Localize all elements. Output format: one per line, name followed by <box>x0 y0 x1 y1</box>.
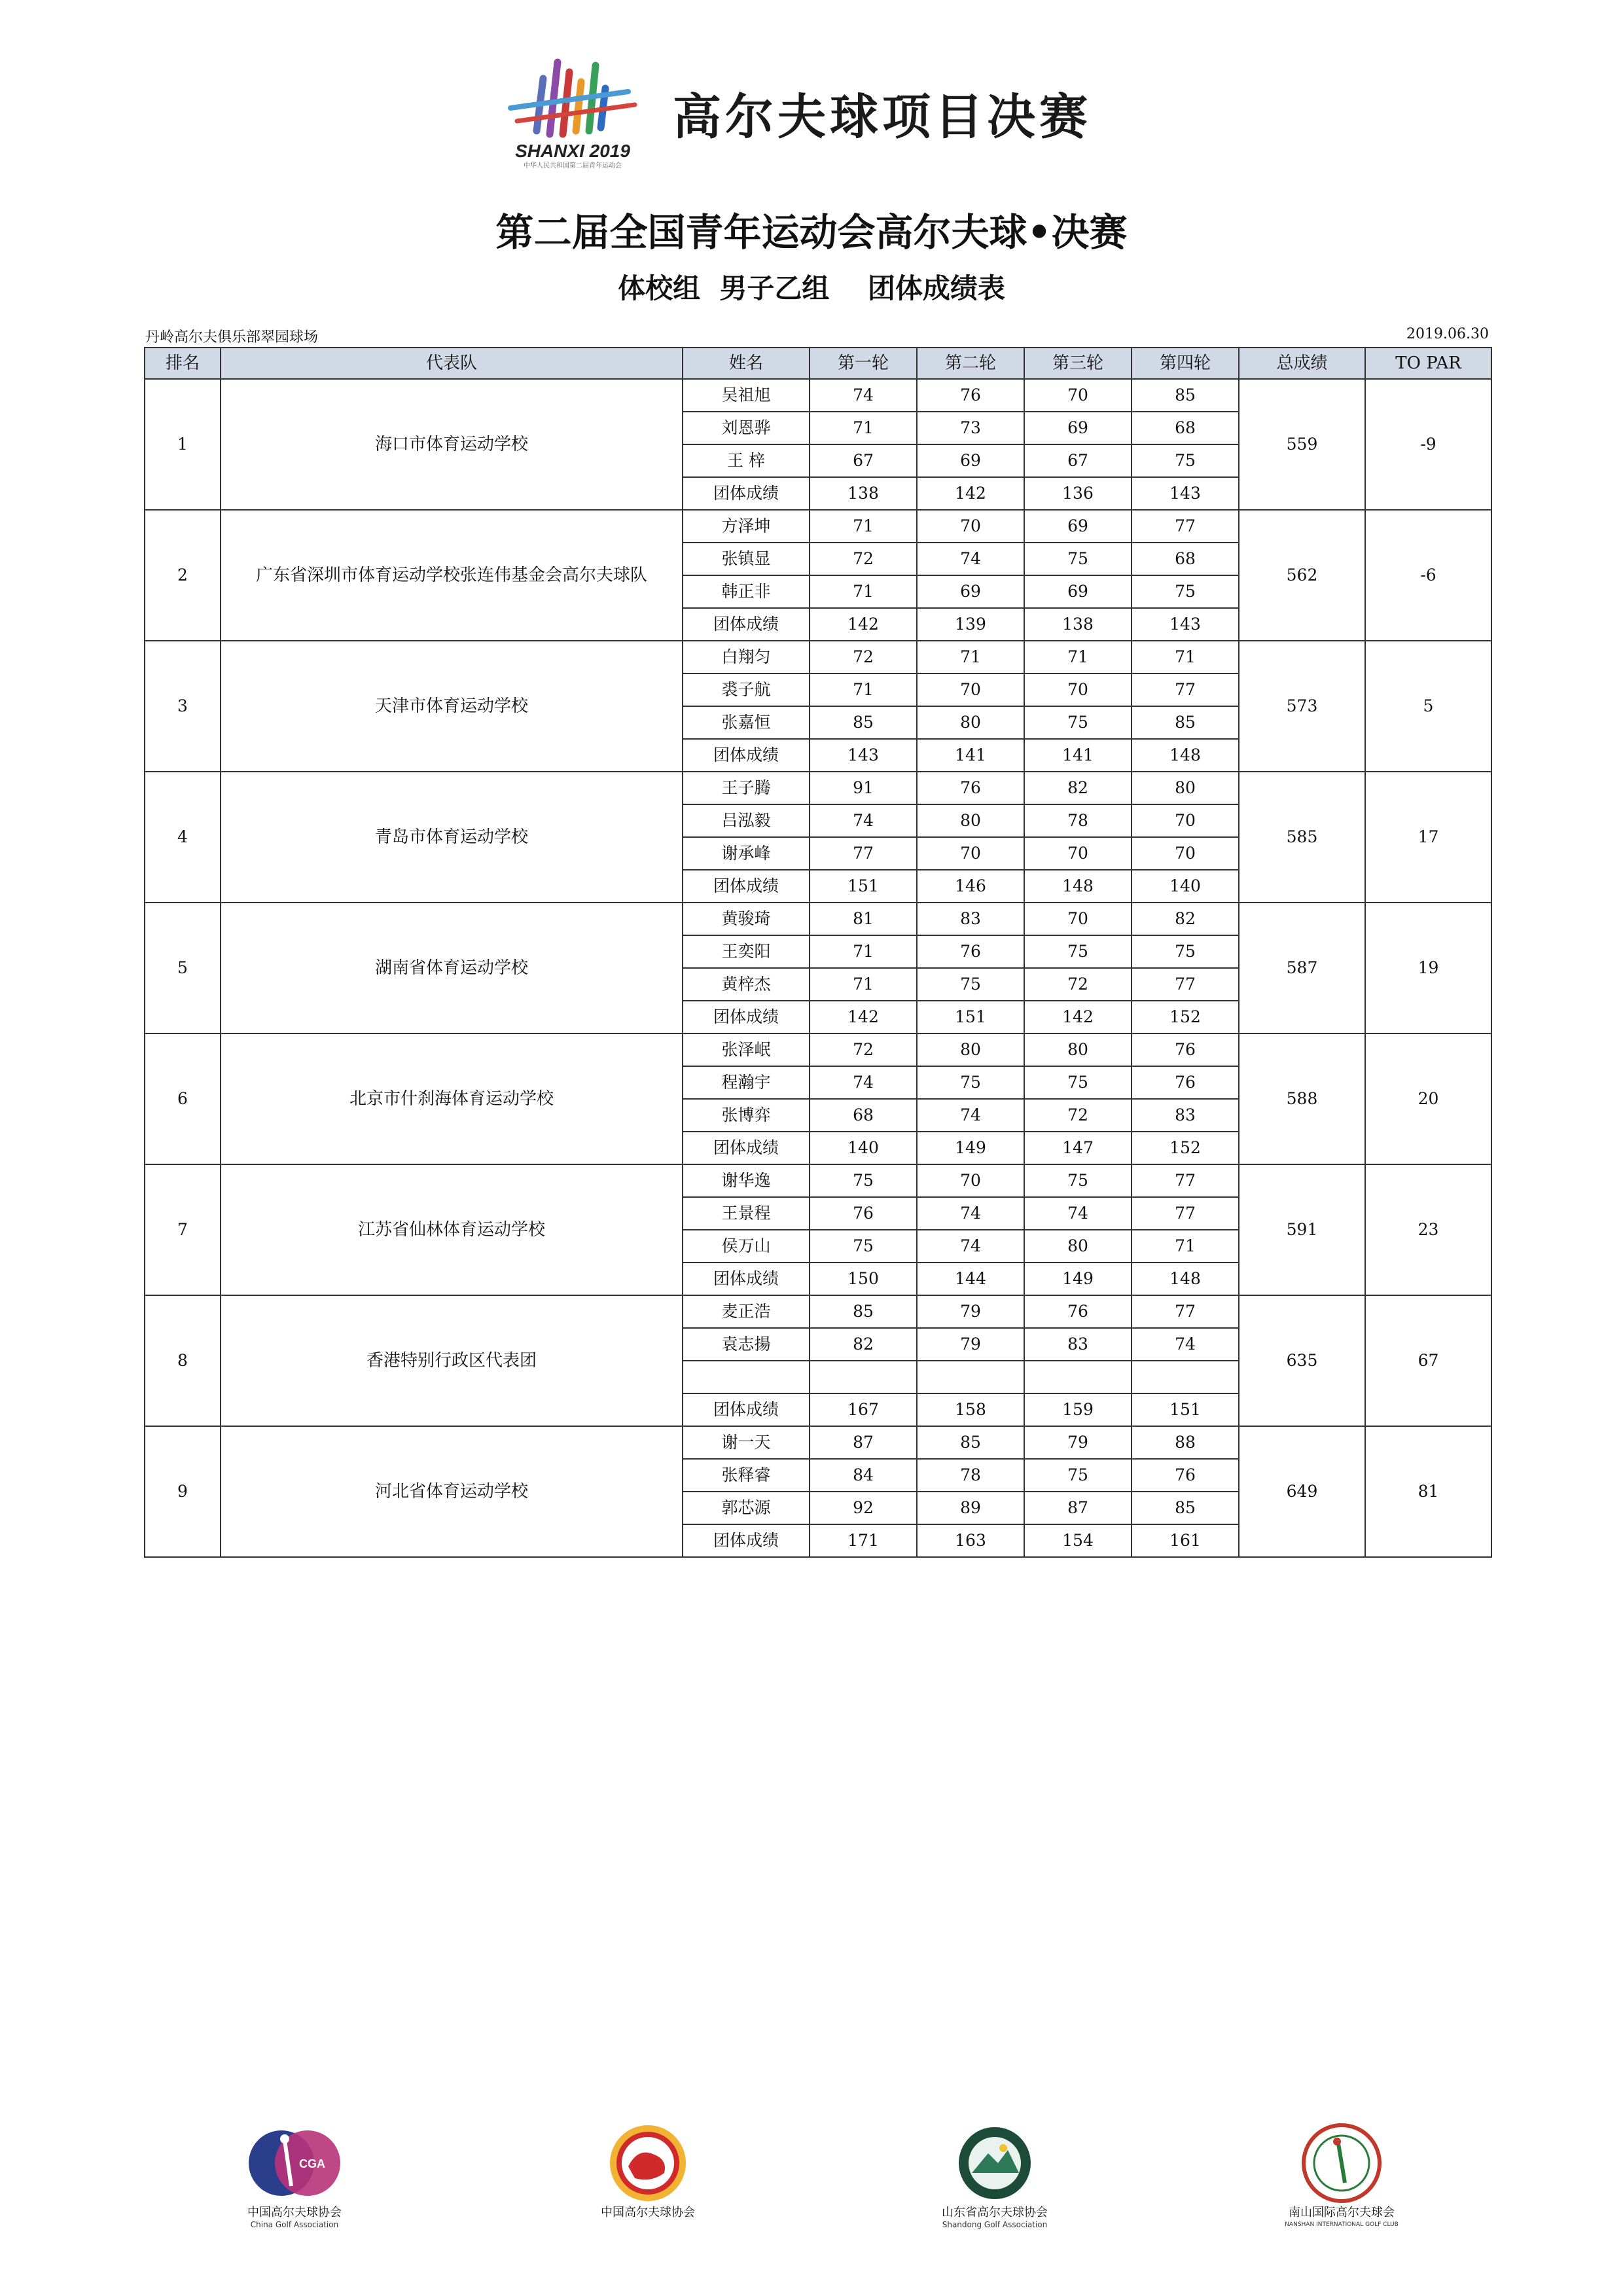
round2-cell: 76 <box>917 772 1024 804</box>
round3-cell: 75 <box>1024 706 1132 739</box>
cga-sub: China Golf Association <box>250 2220 339 2229</box>
total-cell: 585 <box>1239 772 1365 903</box>
round4-cell: 77 <box>1132 1164 1239 1197</box>
round1-cell: 71 <box>810 935 917 968</box>
total-cell: 588 <box>1239 1033 1365 1164</box>
round3-cell: 69 <box>1024 412 1132 444</box>
round4-cell: 71 <box>1132 1230 1239 1263</box>
table-row <box>145 379 1491 412</box>
round2-cell: 75 <box>917 968 1024 1001</box>
round2-cell: 163 <box>917 1524 1024 1557</box>
round2-cell: 70 <box>917 1164 1024 1197</box>
round1-cell: 138 <box>810 477 917 510</box>
round2-cell: 85 <box>917 1426 1024 1459</box>
player-name-cell: 团体成绩 <box>683 1524 810 1557</box>
player-name-cell: 团体成绩 <box>683 1132 810 1164</box>
round4-cell: 80 <box>1132 772 1239 804</box>
player-name-cell: 袁志揚 <box>683 1328 810 1361</box>
round4-cell: 76 <box>1132 1459 1239 1492</box>
header-team: 代表队 <box>221 348 683 379</box>
round3-cell: 78 <box>1024 804 1132 837</box>
nanshan-sub: NANSHAN INTERNATIONAL GOLF CLUB <box>1285 2221 1399 2228</box>
round3-cell: 80 <box>1024 1230 1132 1263</box>
round2-cell: 69 <box>917 575 1024 608</box>
round1-cell: 71 <box>810 575 917 608</box>
round1-cell: 72 <box>810 1033 917 1066</box>
to-par-cell: 19 <box>1365 903 1491 1033</box>
round2-cell: 76 <box>917 379 1024 412</box>
round1-cell: 74 <box>810 804 917 837</box>
round3-cell: 70 <box>1024 673 1132 706</box>
round2-cell: 74 <box>917 1099 1024 1132</box>
round4-cell: 71 <box>1132 641 1239 673</box>
round4-cell: 75 <box>1132 935 1239 968</box>
round3-cell: 75 <box>1024 543 1132 575</box>
player-name-cell: 王 梓 <box>683 444 810 477</box>
team-cell: 河北省体育运动学校 <box>221 1426 683 1557</box>
round4-cell: 68 <box>1132 412 1239 444</box>
rank-cell: 7 <box>145 1164 221 1295</box>
results-body <box>145 379 1491 1557</box>
header-to-par: TO PAR <box>1365 348 1491 379</box>
player-name-cell: 团体成绩 <box>683 608 810 641</box>
player-name-cell: 侯万山 <box>683 1230 810 1263</box>
round1-cell: 74 <box>810 1066 917 1099</box>
round1-cell: 151 <box>810 870 917 903</box>
round4-cell <box>1132 1361 1239 1393</box>
table-row <box>145 641 1491 673</box>
round3-cell: 142 <box>1024 1001 1132 1033</box>
cga-mark: CGA <box>299 2157 325 2170</box>
round2-cell <box>917 1361 1024 1393</box>
round1-cell: 71 <box>810 510 917 543</box>
player-name-cell: 黄梓杰 <box>683 968 810 1001</box>
round1-cell: 75 <box>810 1164 917 1197</box>
player-name-cell: 团体成绩 <box>683 477 810 510</box>
table-header-row <box>145 348 1491 379</box>
rank-cell: 3 <box>145 641 221 772</box>
player-name-cell: 团体成绩 <box>683 1001 810 1033</box>
round1-cell: 72 <box>810 641 917 673</box>
round3-cell: 70 <box>1024 837 1132 870</box>
round3-cell: 147 <box>1024 1132 1132 1164</box>
round2-cell: 78 <box>917 1459 1024 1492</box>
to-par-cell: 5 <box>1365 641 1491 772</box>
event-title: 高尔夫球项目决赛 <box>673 89 1092 145</box>
table-row <box>145 1164 1491 1197</box>
round2-cell: 70 <box>917 837 1024 870</box>
team-cell: 海口市体育运动学校 <box>221 379 683 510</box>
round3-cell: 74 <box>1024 1197 1132 1230</box>
round4-cell: 74 <box>1132 1328 1239 1361</box>
round1-cell: 92 <box>810 1492 917 1524</box>
round1-cell: 167 <box>810 1393 917 1426</box>
round2-cell: 149 <box>917 1132 1024 1164</box>
player-name-cell: 张博弈 <box>683 1099 810 1132</box>
round4-cell: 77 <box>1132 1197 1239 1230</box>
round1-cell: 171 <box>810 1524 917 1557</box>
total-cell: 591 <box>1239 1164 1365 1295</box>
table-row <box>145 1426 1491 1459</box>
header-round2: 第二轮 <box>917 348 1024 379</box>
round3-cell: 75 <box>1024 1459 1132 1492</box>
rank-cell: 8 <box>145 1295 221 1426</box>
round2-cell: 144 <box>917 1263 1024 1295</box>
round2-cell: 75 <box>917 1066 1024 1099</box>
round2-cell: 139 <box>917 608 1024 641</box>
round1-cell: 72 <box>810 543 917 575</box>
round4-cell: 75 <box>1132 575 1239 608</box>
player-name-cell: 谢一天 <box>683 1426 810 1459</box>
round4-cell: 88 <box>1132 1426 1239 1459</box>
nanshan-golf-club-logo <box>1276 2121 1407 2238</box>
player-name-cell: 刘恩骅 <box>683 412 810 444</box>
player-name-cell: 团体成绩 <box>683 739 810 772</box>
round3-cell: 70 <box>1024 903 1132 935</box>
round1-cell <box>810 1361 917 1393</box>
total-cell: 573 <box>1239 641 1365 772</box>
round3-cell: 75 <box>1024 935 1132 968</box>
round4-cell: 75 <box>1132 444 1239 477</box>
round3-cell: 75 <box>1024 1066 1132 1099</box>
rank-cell: 5 <box>145 903 221 1033</box>
to-par-cell: 20 <box>1365 1033 1491 1164</box>
header-name: 姓名 <box>683 348 810 379</box>
round3-cell: 67 <box>1024 444 1132 477</box>
round1-cell: 87 <box>810 1426 917 1459</box>
player-name-cell: 团体成绩 <box>683 1393 810 1426</box>
round4-cell: 85 <box>1132 706 1239 739</box>
team-cell: 湖南省体育运动学校 <box>221 903 683 1033</box>
round1-cell: 91 <box>810 772 917 804</box>
round2-cell: 74 <box>917 1197 1024 1230</box>
round4-cell: 77 <box>1132 673 1239 706</box>
round3-cell: 138 <box>1024 608 1132 641</box>
header-round1: 第一轮 <box>810 348 917 379</box>
player-name-cell: 张嘉恒 <box>683 706 810 739</box>
round2-cell: 70 <box>917 510 1024 543</box>
player-name-cell: 王子腾 <box>683 772 810 804</box>
table-row <box>145 772 1491 804</box>
player-name-cell: 张镇显 <box>683 543 810 575</box>
player-name-cell: 吕泓毅 <box>683 804 810 837</box>
team-cell: 江苏省仙林体育运动学校 <box>221 1164 683 1295</box>
round4-cell: 152 <box>1132 1132 1239 1164</box>
to-par-cell: 67 <box>1365 1295 1491 1426</box>
page-title: 第二届全国青年运动会高尔夫球•决赛 <box>495 210 1128 255</box>
round4-cell: 68 <box>1132 543 1239 575</box>
round2-cell: 142 <box>917 477 1024 510</box>
player-name-cell: 团体成绩 <box>683 870 810 903</box>
rank-cell: 6 <box>145 1033 221 1164</box>
player-name-cell: 裘子航 <box>683 673 810 706</box>
table-row <box>145 510 1491 543</box>
round1-cell: 71 <box>810 412 917 444</box>
results-table <box>144 347 1492 1558</box>
round2-cell: 79 <box>917 1295 1024 1328</box>
player-name-cell: 麦正浩 <box>683 1295 810 1328</box>
round2-cell: 89 <box>917 1492 1024 1524</box>
player-name-cell: 白翔匀 <box>683 641 810 673</box>
to-par-cell: 23 <box>1365 1164 1491 1295</box>
player-name-cell: 张泽岷 <box>683 1033 810 1066</box>
round4-cell: 76 <box>1132 1066 1239 1099</box>
round3-cell: 72 <box>1024 968 1132 1001</box>
round4-cell: 151 <box>1132 1393 1239 1426</box>
to-par-cell: 17 <box>1365 772 1491 903</box>
header-round3: 第三轮 <box>1024 348 1132 379</box>
round2-cell: 73 <box>917 412 1024 444</box>
round3-cell: 79 <box>1024 1426 1132 1459</box>
round1-cell: 84 <box>810 1459 917 1492</box>
round4-cell: 82 <box>1132 903 1239 935</box>
round4-cell: 143 <box>1132 608 1239 641</box>
player-name-cell: 黄骏琦 <box>683 903 810 935</box>
round3-cell: 82 <box>1024 772 1132 804</box>
round3-cell <box>1024 1361 1132 1393</box>
player-name-cell: 郭芯源 <box>683 1492 810 1524</box>
round3-cell: 71 <box>1024 641 1132 673</box>
shandong-sub: Shandong Golf Association <box>942 2220 1048 2229</box>
date-label: 2019.06.30 <box>1406 326 1489 342</box>
header-round4: 第四轮 <box>1132 348 1239 379</box>
player-name-cell: 王景程 <box>683 1197 810 1230</box>
to-par-cell: 81 <box>1365 1426 1491 1557</box>
round2-cell: 74 <box>917 543 1024 575</box>
round1-cell: 74 <box>810 379 917 412</box>
round2-cell: 158 <box>917 1393 1024 1426</box>
round4-cell: 152 <box>1132 1001 1239 1033</box>
round3-cell: 159 <box>1024 1393 1132 1426</box>
round3-cell: 76 <box>1024 1295 1132 1328</box>
badge-name: 中国高尔夫球协会 <box>601 2206 695 2219</box>
total-cell: 587 <box>1239 903 1365 1033</box>
team-cell: 天津市体育运动学校 <box>221 641 683 772</box>
header-rank: 排名 <box>145 348 221 379</box>
player-name-cell: 程瀚宇 <box>683 1066 810 1099</box>
round3-cell: 154 <box>1024 1524 1132 1557</box>
round4-cell: 77 <box>1132 968 1239 1001</box>
round3-cell: 72 <box>1024 1099 1132 1132</box>
round3-cell: 69 <box>1024 575 1132 608</box>
round4-cell: 77 <box>1132 510 1239 543</box>
round1-cell: 142 <box>810 608 917 641</box>
round3-cell: 75 <box>1024 1164 1132 1197</box>
team-cell: 北京市什刹海体育运动学校 <box>221 1033 683 1164</box>
player-name-cell: 吴祖旭 <box>683 379 810 412</box>
round3-cell: 136 <box>1024 477 1132 510</box>
cga-name: 中国高尔夫球协会 <box>247 2206 342 2219</box>
table-row <box>145 1295 1491 1328</box>
player-name-cell: 谢华逸 <box>683 1164 810 1197</box>
round4-cell: 77 <box>1132 1295 1239 1328</box>
round1-cell: 71 <box>810 968 917 1001</box>
round1-cell: 150 <box>810 1263 917 1295</box>
round1-cell: 75 <box>810 1230 917 1263</box>
golf-association-badge <box>582 2121 713 2238</box>
round2-cell: 71 <box>917 641 1024 673</box>
nanshan-name: 南山国际高尔夫球会 <box>1289 2206 1395 2219</box>
round3-cell: 148 <box>1024 870 1132 903</box>
rank-cell: 1 <box>145 379 221 510</box>
round1-cell: 81 <box>810 903 917 935</box>
round1-cell: 142 <box>810 1001 917 1033</box>
round3-cell: 149 <box>1024 1263 1132 1295</box>
shanxi-2019-logo <box>497 39 654 170</box>
total-cell: 649 <box>1239 1426 1365 1557</box>
player-name-cell: 团体成绩 <box>683 1263 810 1295</box>
round1-cell: 140 <box>810 1132 917 1164</box>
round4-cell: 140 <box>1132 870 1239 903</box>
round2-cell: 83 <box>917 903 1024 935</box>
round2-cell: 141 <box>917 739 1024 772</box>
round4-cell: 70 <box>1132 837 1239 870</box>
round3-cell: 70 <box>1024 379 1132 412</box>
player-name-cell: 方泽坤 <box>683 510 810 543</box>
round3-cell: 83 <box>1024 1328 1132 1361</box>
rank-cell: 9 <box>145 1426 221 1557</box>
round3-cell: 80 <box>1024 1033 1132 1066</box>
round2-cell: 80 <box>917 706 1024 739</box>
to-par-cell: -9 <box>1365 379 1491 510</box>
round1-cell: 77 <box>810 837 917 870</box>
round1-cell: 76 <box>810 1197 917 1230</box>
total-cell: 562 <box>1239 510 1365 641</box>
round4-cell: 161 <box>1132 1524 1239 1557</box>
round2-cell: 80 <box>917 1033 1024 1066</box>
team-cell: 香港特别行政区代表团 <box>221 1295 683 1426</box>
player-name-cell: 谢承峰 <box>683 837 810 870</box>
round1-cell: 85 <box>810 1295 917 1328</box>
round2-cell: 151 <box>917 1001 1024 1033</box>
round1-cell: 143 <box>810 739 917 772</box>
team-cell: 广东省深圳市体育运动学校张连伟基金会高尔夫球队 <box>221 510 683 641</box>
round1-cell: 71 <box>810 673 917 706</box>
venue-label: 丹岭高尔夫俱乐部翠园球场 <box>145 329 319 346</box>
to-par-cell: -6 <box>1365 510 1491 641</box>
round2-cell: 76 <box>917 935 1024 968</box>
table-row <box>145 903 1491 935</box>
page-subtitle: 体校组 男子乙组 团体成绩表 <box>618 272 1005 304</box>
total-cell: 559 <box>1239 379 1365 510</box>
round1-cell: 82 <box>810 1328 917 1361</box>
round4-cell: 76 <box>1132 1033 1239 1066</box>
round2-cell: 79 <box>917 1328 1024 1361</box>
round3-cell: 69 <box>1024 510 1132 543</box>
round1-cell: 68 <box>810 1099 917 1132</box>
shandong-golf-logo <box>929 2121 1060 2238</box>
logo-subtitle: 中华人民共和国第二届青年运动会 <box>524 162 622 170</box>
round2-cell: 74 <box>917 1230 1024 1263</box>
round4-cell: 143 <box>1132 477 1239 510</box>
round4-cell: 85 <box>1132 379 1239 412</box>
round4-cell: 83 <box>1132 1099 1239 1132</box>
team-cell: 青岛市体育运动学校 <box>221 772 683 903</box>
header-total: 总成绩 <box>1239 348 1365 379</box>
round4-cell: 148 <box>1132 739 1239 772</box>
rank-cell: 2 <box>145 510 221 641</box>
round2-cell: 146 <box>917 870 1024 903</box>
logo-text: SHANXI 2019 <box>515 141 630 161</box>
rank-cell: 4 <box>145 772 221 903</box>
round2-cell: 70 <box>917 673 1024 706</box>
player-name-cell: 张释睿 <box>683 1459 810 1492</box>
round1-cell: 67 <box>810 444 917 477</box>
round3-cell: 141 <box>1024 739 1132 772</box>
player-name-cell: 韩正非 <box>683 575 810 608</box>
round4-cell: 70 <box>1132 804 1239 837</box>
round3-cell: 87 <box>1024 1492 1132 1524</box>
round2-cell: 80 <box>917 804 1024 837</box>
player-name-cell: 王奕阳 <box>683 935 810 968</box>
total-cell: 635 <box>1239 1295 1365 1426</box>
cga-logo <box>229 2121 360 2238</box>
table-row <box>145 1033 1491 1066</box>
round4-cell: 85 <box>1132 1492 1239 1524</box>
round2-cell: 69 <box>917 444 1024 477</box>
round1-cell: 85 <box>810 706 917 739</box>
player-name-cell <box>683 1361 810 1393</box>
round4-cell: 148 <box>1132 1263 1239 1295</box>
shandong-name: 山东省高尔夫球协会 <box>942 2206 1048 2219</box>
